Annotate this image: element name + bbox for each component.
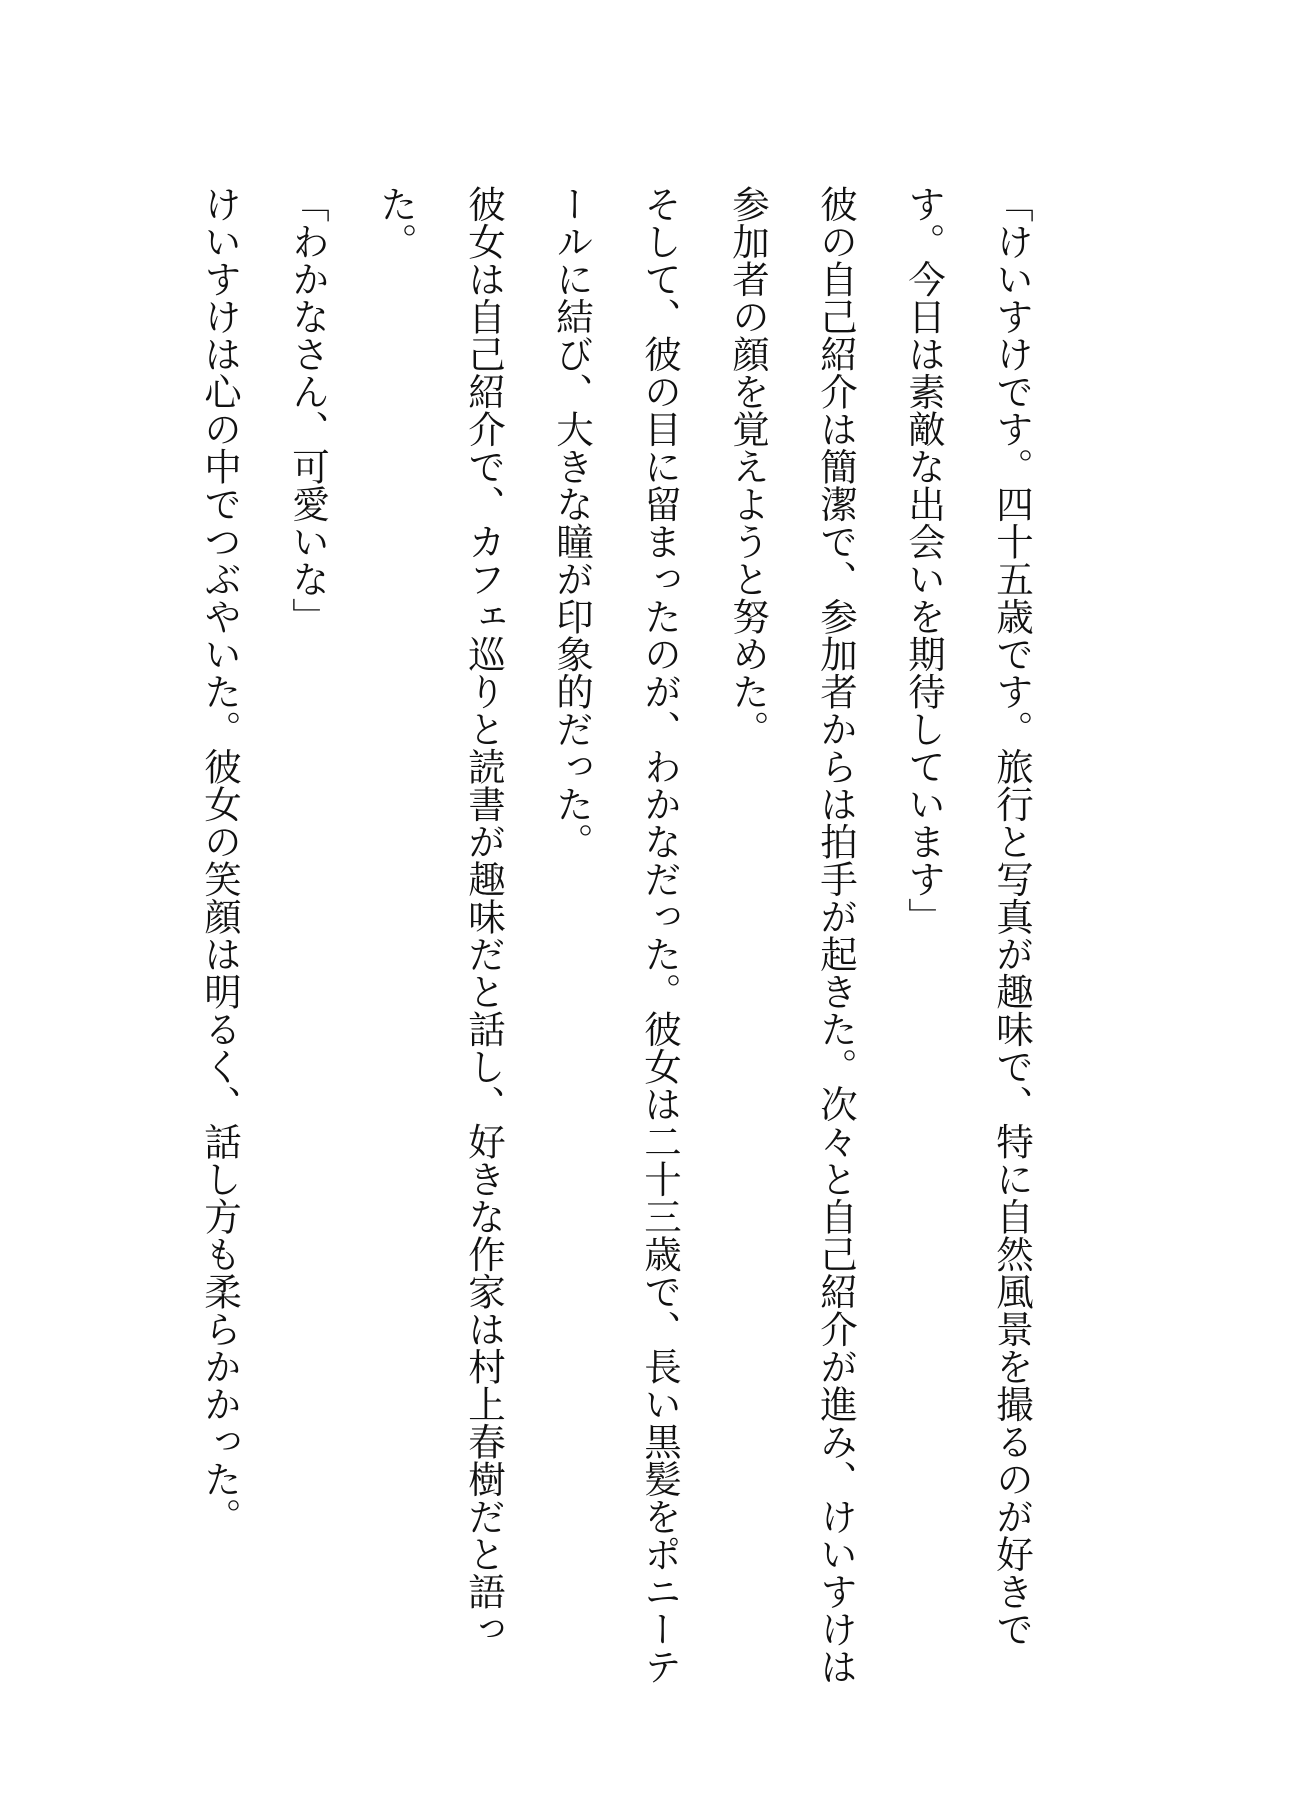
paragraph-keisuke-introduction: 「けいすけです。四十五歳です。旅行と写真が趣味で、特に自然風景を撮るのが好きです。今日は素敵な出会いを期待しています」: [902, 185, 1034, 1648]
paragraph-wakana-introduction: 彼女は自己紹介で、カフェ巡りと読書が趣味だと話し、好きな作家は村上春樹だと語った。: [374, 185, 506, 1648]
paragraph-wakana-noticed: そして、彼の目に留まったのが、わかなだった。彼女は二十三歳で、長い黒髪をポニーテールに結び、大きな瞳が印象的だった。: [550, 185, 682, 1685]
vertical-text-body: [176, 185, 1056, 1685]
paragraph-murmur: けいすけは心の中でつぶやいた。彼女の笑顔は明るく、話し方も柔らかかった。: [198, 185, 242, 1535]
paragraph-introductions-continue: 彼の自己紹介は簡潔で、参加者からは拍手が起きた。次々と自己紹介が進み、けいすけは参加者の顔を覚えようと努めた。: [726, 185, 858, 1685]
paragraph-inner-thought: 「わかなさん、可愛いな」: [286, 185, 330, 635]
